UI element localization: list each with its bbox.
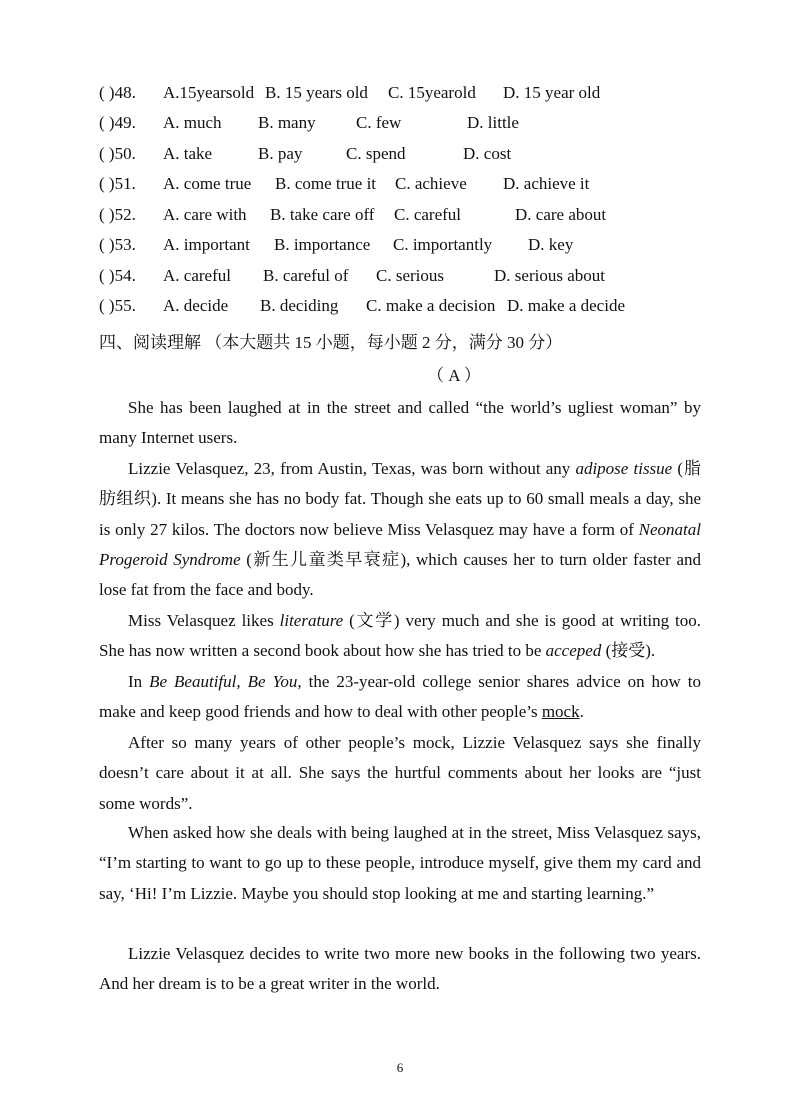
option-c: C. spend xyxy=(346,144,406,163)
option-d: D. make a decide xyxy=(507,296,625,315)
option-c: C. make a decision xyxy=(366,296,496,315)
question-number: ( )50. xyxy=(99,144,136,163)
option-d: D. 15 year old xyxy=(503,83,601,102)
question-number: ( )54. xyxy=(99,266,136,285)
option-b: B. many xyxy=(258,113,316,132)
term-adipose-tissue: adipose tissue xyxy=(575,459,673,478)
paragraph-4: In Be Beautiful, Be You, the 23-year-old college senior shares advice on how to make and keep good friends and how to deal with other people’s mock. xyxy=(99,672,702,722)
passage-label: （ A ） xyxy=(427,366,481,385)
paragraph-2: Lizzie Velasquez, 23, from Austin, Texas, was born without any adipose tissue (脂肪组织). It means she has no body fat. Though she eats up to 60 small meals a day, she is only 27 kilos. The doctors now believe Miss Velasquez may have a form of Neonatal Progeroid Syndrome (新生儿童类早衰症), which causes her to turn older faster and lose fat from the face and body. xyxy=(99,459,701,600)
option-a: A.15yearsold xyxy=(163,83,255,102)
option-c: C. importantly xyxy=(393,235,493,254)
option-d: D. care about xyxy=(515,205,607,224)
option-a: A. come true xyxy=(163,174,252,193)
option-a: A. care with xyxy=(163,205,247,224)
paragraph-5: After so many years of other people’s mock, Lizzie Velasquez says she finally doesn’t care about it at all. She says the hurtful comments about her looks are “just some words”. xyxy=(99,733,701,813)
option-a: A. take xyxy=(163,144,213,163)
underlined-word-mock: mock xyxy=(541,702,580,722)
term-literature: literature xyxy=(279,611,344,630)
question-number: ( )48. xyxy=(99,83,136,102)
question-number: ( )52. xyxy=(99,205,136,224)
option-a: A. important xyxy=(163,235,250,254)
option-a: A. much xyxy=(163,113,222,132)
option-d: D. serious about xyxy=(494,266,605,285)
term-acceped: acceped xyxy=(545,641,602,661)
book-title: Be Beautiful, Be You, xyxy=(149,672,302,691)
option-d: D. achieve it xyxy=(503,174,590,193)
option-c: C. careful xyxy=(394,205,462,224)
option-c: C. achieve xyxy=(395,174,467,193)
option-d: D. key xyxy=(528,235,574,254)
option-b: B. 15 years old xyxy=(265,83,368,102)
paragraph-3: Miss Velasquez likes literature (文学) very much and she is good at writing too. She has now written a second book about how she has tried to be acceped (接受). xyxy=(99,611,701,661)
option-c: C. few xyxy=(356,113,402,132)
paragraph-7: Lizzie Velasquez decides to write two more new books in the following two years. And her dream is to be a great writer in the world. xyxy=(99,944,701,994)
term-syndrome: Neonatal Progeroid Syndrome xyxy=(99,519,701,569)
option-c: C. serious xyxy=(376,266,444,285)
option-b: B. pay xyxy=(258,144,303,163)
question-number: ( )51. xyxy=(99,174,136,193)
option-c: C. 15yearold xyxy=(388,83,476,102)
paragraph-1: She has been laughed at in the street and called “the world’s ugliest woman” by many Internet users. xyxy=(99,398,701,448)
paragraph-6: When asked how she deals with being laughed at in the street, Miss Velasquez says, “I’m starting to want to go up to these people, introduce myself, give them my card and say, ‘Hi! I’m Lizzie. Maybe you should stop looking at me and starting learning.” xyxy=(99,823,701,903)
option-d: D. little xyxy=(467,113,519,132)
question-number: ( )53. xyxy=(99,235,136,254)
option-b: B. deciding xyxy=(260,296,339,315)
option-b: B. take care off xyxy=(270,205,375,224)
option-a: A. decide xyxy=(163,296,229,315)
page-number: 6 xyxy=(396,1060,404,1075)
option-b: B. come true it xyxy=(275,174,377,193)
option-d: D. cost xyxy=(463,144,512,163)
option-b: B. importance xyxy=(274,235,371,254)
question-number: ( )55. xyxy=(99,296,136,315)
option-a: A. careful xyxy=(163,266,231,285)
option-b: B. careful of xyxy=(263,266,349,285)
section-heading: 四、阅读理解 （本大题共 15 小题，每小题 2 分，满分 30 分） xyxy=(99,333,563,352)
question-number: ( )49. xyxy=(99,113,136,132)
